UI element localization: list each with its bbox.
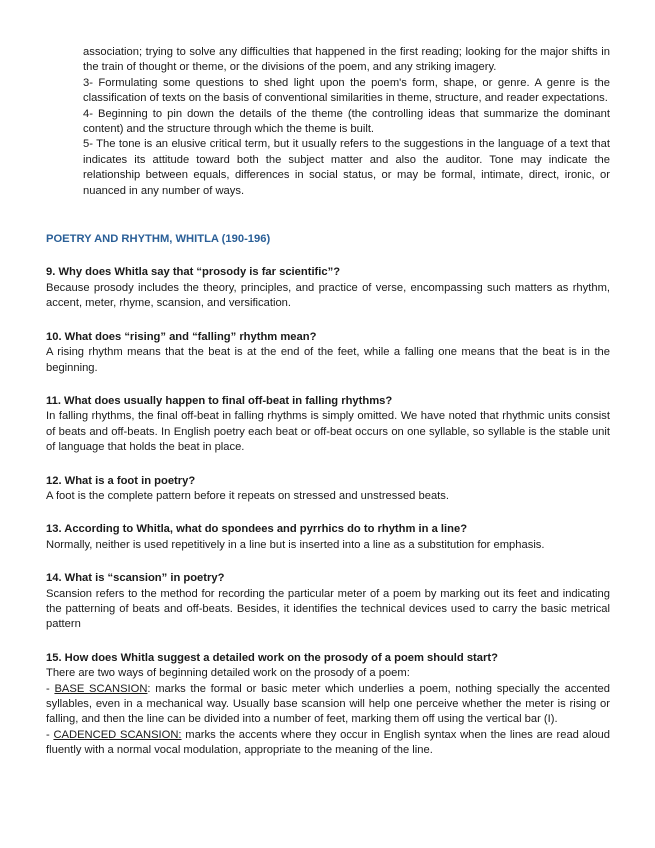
qa-block [46,330,610,376]
question: 11. What does usually happen to final off-beat in falling rhythms? [46,394,393,407]
base-scansion-term: BASE SCANSION [54,682,148,695]
answer: A rising rhythm means that the beat is at the end of the feet, while a falling one means that the beat is in the beginning. [46,346,610,374]
qa-block [46,265,610,311]
answer-intro: There are two ways of beginning detailed work on the prosody of a poem: [46,667,410,680]
qa-block [46,571,610,633]
cadenced-scansion-term: CADENCED SCANSION: [53,728,182,741]
cadenced-scansion-item [46,728,610,759]
question: 15. How does Whitla suggest a detailed work on the prosody of a poem should start? [46,651,498,664]
intro-item: association; trying to solve any difficulties that happened in the first reading; looking for the major shifts in the train of thought or theme, or the divisions of the poem, and any striking imagery. [83,46,610,74]
answer: Scansion refers to the method for recording the particular meter of a poem by marking out its feet and indicating the patterning of beats and off-beats. Besides, it identifies the technical devices used to carry the basic metrical pattern [46,587,610,631]
intro-list [46,45,610,199]
base-scansion-item [46,682,610,728]
answer: A foot is the complete pattern before it repeats on stressed and unstressed beats. [46,489,449,502]
question: 10. What does “rising” and “falling” rhythm mean? [46,330,317,343]
document-page [46,45,610,759]
bullet: - [46,682,55,695]
question: 9. Why does Whitla say that “prosody is far scientific”? [46,266,341,279]
qa-block-15 [46,651,610,759]
answer: In falling rhythms, the final off-beat in falling rhythms is simply omitted. We have noted that rhythmic units consist of beats and off-beats. In English poetry each beat or off-beat occurs on one syllable, so syllable is the stable unit of language that holds the beat in place. [46,410,610,454]
section-title: POETRY AND RHYTHM, WHITLA (190-196) [46,233,271,246]
intro-item: 3- Formulating some questions to shed light upon the poem's form, shape, or genre. A genre is the classification of texts on the basis of conventional similarities in theme, structure, and reader expectations. [83,76,610,105]
cadenced-scansion-text: marks the accents where they occur in English syntax when the lines are read aloud fluently with a normal vocal modulation, appropriate to the meaning of the line. [46,728,610,757]
question: 14. What is “scansion” in poetry? [46,572,225,585]
answer: Normally, neither is used repetitively in a line but is inserted into a line as a substitution for emphasis. [46,538,545,551]
answer: Because prosody includes the theory, principles, and practice of verse, encompassing such matters as rhythm, accent, meter, rhyme, scansion, and versification. [46,281,610,310]
qa-block [46,474,610,505]
bullet: - [46,728,54,741]
intro-item: 5- The tone is an elusive critical term, but it usually refers to the suggestions in the language of a text that indicates its attitude toward both the subject matter and also the auditor. Tone may indicate the relationship between equals, differences in social status, or may be formal, intimate, direct, ironic, or nuanced in any number of ways. [83,138,610,197]
question: 13. According to Whitla, what do spondees and pyrrhics do to rhythm in a line? [46,523,468,536]
intro-item: 4- Beginning to pin down the details of the theme (the controlling ideas that summarize the dominant content) and the structure through which the theme is built. [83,107,610,136]
question: 12. What is a foot in poetry? [46,474,196,487]
qa-block [46,522,610,553]
qa-block [46,394,610,456]
base-scansion-text: : marks the formal or basic meter which underlies a poem, nothing specially the accented syllables, even in a mechanical way. Usually base scansion will help one perceive whether the meter is rising or falling, and then the line can be divided into a number of feet, marking them off using the vertical bar (I). [46,682,610,726]
